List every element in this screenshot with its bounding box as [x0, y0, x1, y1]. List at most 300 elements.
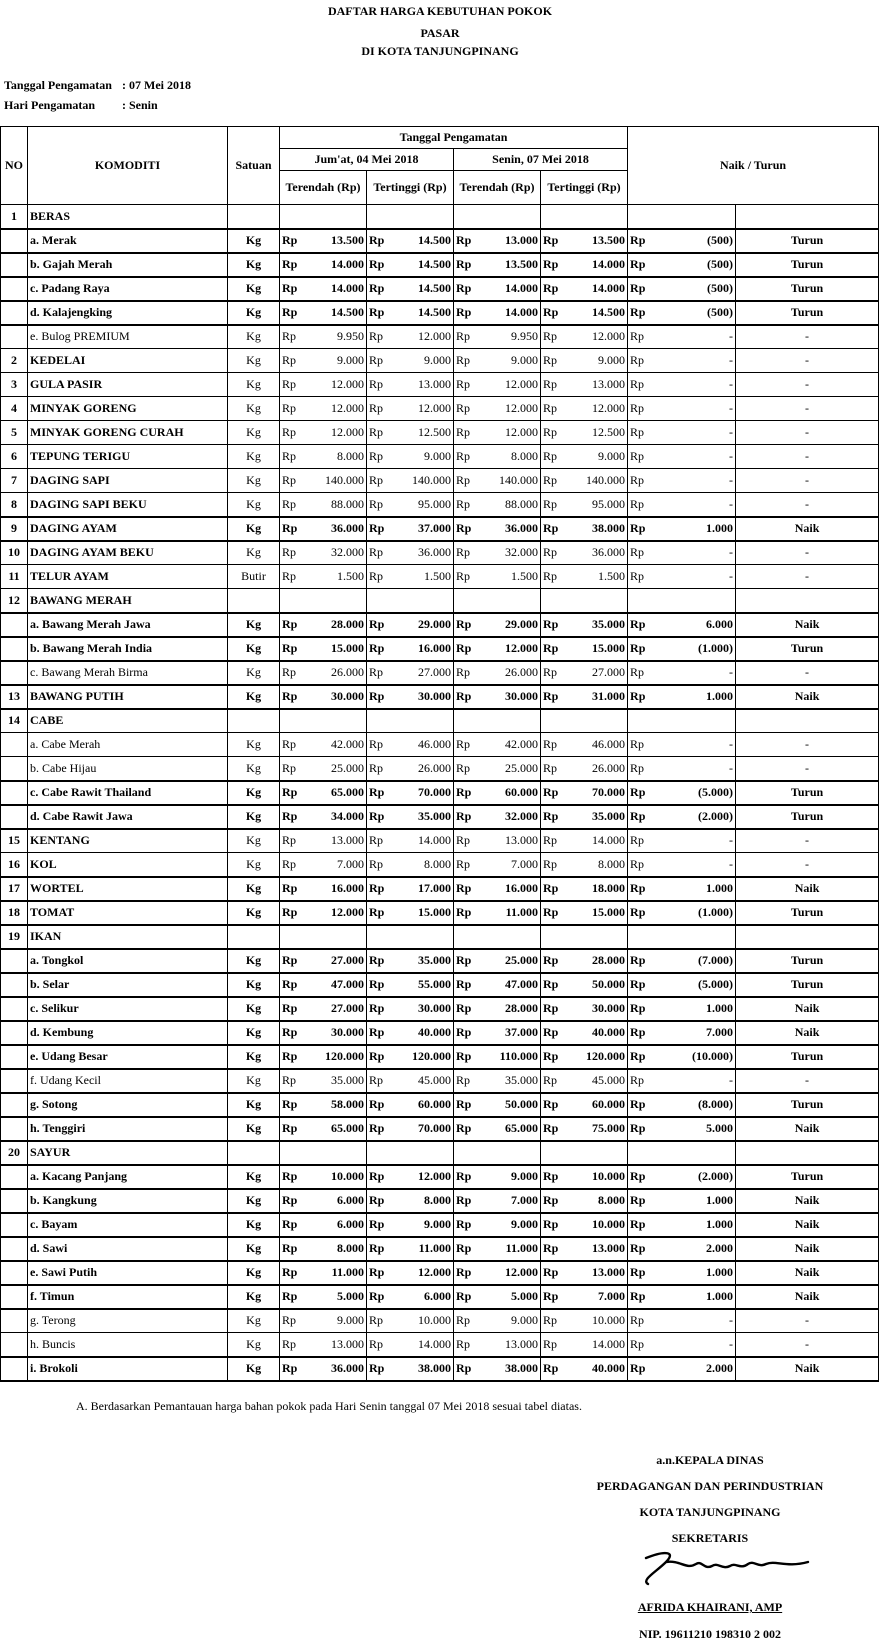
cell-currency: Rp [367, 1237, 391, 1261]
cell-currency: Rp [541, 349, 565, 373]
cell-difference: - [652, 469, 736, 493]
cell-satuan: Kg [228, 1357, 280, 1381]
cell-currency: Rp [628, 541, 652, 565]
cell-currency: Rp [280, 349, 304, 373]
cell-currency: Rp [454, 877, 478, 901]
cell-currency: Rp [367, 301, 391, 325]
cell-currency: Rp [367, 1069, 391, 1093]
cell-currency: Rp [280, 733, 304, 757]
cell-currency: Rp [454, 349, 478, 373]
cell-komoditi: a. Tongkol [28, 949, 228, 973]
cell-price: 10.000 [565, 1213, 628, 1237]
table-row [1, 1213, 879, 1237]
cell-price: 26.000 [304, 661, 367, 685]
cell-currency: Rp [367, 1093, 391, 1117]
cell-satuan: Kg [228, 1093, 280, 1117]
cell-currency: Rp [454, 805, 478, 829]
cell-komoditi: DAGING AYAM BEKU [28, 541, 228, 565]
cell-price: 42.000 [304, 733, 367, 757]
cell-currency: Rp [628, 949, 652, 973]
cell-currency: Rp [280, 877, 304, 901]
cell-currency: Rp [454, 661, 478, 685]
cell-naik-turun: - [736, 421, 879, 445]
cell-satuan: Kg [228, 1261, 280, 1285]
table-row [1, 925, 879, 949]
signatory-nip: NIP. 19611210 198310 2 002 [639, 1627, 781, 1641]
cell-currency: Rp [541, 829, 565, 853]
cell-naik-turun: Naik [736, 1213, 879, 1237]
cell-currency [454, 1141, 478, 1165]
header-satuan: Satuan [228, 127, 280, 205]
cell-komoditi: b. Kangkung [28, 1189, 228, 1213]
cell-currency: Rp [628, 637, 652, 661]
cell-difference: 1.000 [652, 997, 736, 1021]
cell-price: 120.000 [565, 1045, 628, 1069]
cell-difference: (1.000) [652, 901, 736, 925]
cell-difference: - [652, 397, 736, 421]
cell-difference: - [652, 1069, 736, 1093]
cell-currency: Rp [628, 901, 652, 925]
cell-no: 5 [1, 421, 28, 445]
cell-satuan: Kg [228, 781, 280, 805]
cell-satuan: Kg [228, 1213, 280, 1237]
cell-currency [454, 205, 478, 229]
cell-currency: Rp [454, 1285, 478, 1309]
header-komoditi: KOMODITI [28, 127, 228, 205]
cell-difference: 7.000 [652, 1021, 736, 1045]
cell-price [565, 925, 628, 949]
cell-price: 7.000 [565, 1285, 628, 1309]
table-body [1, 205, 879, 1381]
cell-price: 8.000 [478, 445, 541, 469]
cell-price: 30.000 [391, 685, 454, 709]
cell-difference: - [652, 493, 736, 517]
cell-satuan [228, 709, 280, 733]
cell-currency: Rp [280, 229, 304, 253]
cell-price: 9.000 [391, 1213, 454, 1237]
cell-currency: Rp [280, 1117, 304, 1141]
cell-currency: Rp [454, 1045, 478, 1069]
cell-currency: Rp [454, 325, 478, 349]
cell-currency: Rp [541, 661, 565, 685]
cell-price: 14.000 [478, 301, 541, 325]
cell-currency: Rp [628, 301, 652, 325]
cell-difference: (8.000) [652, 1093, 736, 1117]
cell-currency: Rp [628, 1333, 652, 1357]
cell-komoditi: KOL [28, 853, 228, 877]
hari-label: Hari Pengamatan [4, 98, 95, 112]
cell-difference: - [652, 757, 736, 781]
cell-komoditi: d. Kembung [28, 1021, 228, 1045]
cell-no [1, 253, 28, 277]
cell-no [1, 1237, 28, 1261]
cell-price: 30.000 [478, 685, 541, 709]
cell-satuan: Kg [228, 229, 280, 253]
cell-currency: Rp [367, 733, 391, 757]
cell-komoditi: CABE [28, 709, 228, 733]
cell-price: 6.000 [304, 1189, 367, 1213]
cell-currency: Rp [628, 1093, 652, 1117]
cell-difference: 2.000 [652, 1357, 736, 1381]
cell-price: 37.000 [391, 517, 454, 541]
cell-currency [454, 925, 478, 949]
cell-price: 1.500 [565, 565, 628, 589]
price-table [0, 126, 879, 1382]
cell-price: 12.000 [478, 421, 541, 445]
cell-currency: Rp [628, 1261, 652, 1285]
header-tertinggi-2: Tertinggi (Rp) [541, 171, 628, 205]
cell-price: 37.000 [478, 1021, 541, 1045]
cell-komoditi: IKAN [28, 925, 228, 949]
cell-currency: Rp [541, 853, 565, 877]
cell-currency: Rp [280, 781, 304, 805]
cell-price: 1.500 [478, 565, 541, 589]
cell-currency: Rp [454, 757, 478, 781]
table-row [1, 661, 879, 685]
cell-price: 70.000 [565, 781, 628, 805]
cell-currency: Rp [280, 421, 304, 445]
cell-currency [541, 925, 565, 949]
cell-currency: Rp [454, 1237, 478, 1261]
cell-currency: Rp [280, 1237, 304, 1261]
cell-naik-turun: - [736, 829, 879, 853]
header-naik-turun: Naik / Turun [628, 127, 879, 205]
cell-price: 12.000 [478, 1261, 541, 1285]
header-tanggal-pengamatan: Tanggal Pengamatan [280, 127, 628, 149]
cell-difference: - [652, 1309, 736, 1333]
table-row [1, 589, 879, 613]
cell-currency: Rp [367, 853, 391, 877]
cell-price: 6.000 [391, 1285, 454, 1309]
header-terendah-1: Terendah (Rp) [280, 171, 367, 205]
cell-naik-turun: Naik [736, 1285, 879, 1309]
cell-satuan: Kg [228, 1045, 280, 1069]
table-row [1, 1189, 879, 1213]
cell-price: 110.000 [478, 1045, 541, 1069]
cell-price: 29.000 [478, 613, 541, 637]
cell-komoditi: d. Sawi [28, 1237, 228, 1261]
cell-difference: 1.000 [652, 877, 736, 901]
cell-currency: Rp [454, 301, 478, 325]
cell-komoditi: c. Padang Raya [28, 277, 228, 301]
cell-price: 8.000 [391, 853, 454, 877]
cell-currency: Rp [454, 1069, 478, 1093]
cell-price: 10.000 [565, 1309, 628, 1333]
cell-satuan: Kg [228, 973, 280, 997]
cell-currency: Rp [454, 973, 478, 997]
cell-naik-turun [736, 925, 879, 949]
table-row [1, 637, 879, 661]
table-row [1, 901, 879, 925]
cell-currency: Rp [367, 1021, 391, 1045]
cell-naik-turun: Naik [736, 517, 879, 541]
cell-naik-turun: - [736, 325, 879, 349]
cell-price: 45.000 [565, 1069, 628, 1093]
cell-currency: Rp [280, 301, 304, 325]
cell-currency [628, 925, 652, 949]
cell-komoditi: d. Kalajengking [28, 301, 228, 325]
cell-price: 35.000 [565, 613, 628, 637]
cell-satuan: Kg [228, 949, 280, 973]
cell-naik-turun: Naik [736, 877, 879, 901]
cell-currency: Rp [367, 901, 391, 925]
cell-komoditi: GULA PASIR [28, 373, 228, 397]
cell-naik-turun: - [736, 541, 879, 565]
cell-naik-turun: - [736, 397, 879, 421]
cell-satuan: Kg [228, 685, 280, 709]
cell-currency: Rp [280, 373, 304, 397]
cell-naik-turun: Turun [736, 301, 879, 325]
cell-price: 27.000 [565, 661, 628, 685]
cell-currency: Rp [454, 901, 478, 925]
cell-satuan: Kg [228, 613, 280, 637]
cell-no: 18 [1, 901, 28, 925]
cell-currency: Rp [367, 1285, 391, 1309]
cell-price: 27.000 [391, 661, 454, 685]
cell-currency: Rp [628, 1237, 652, 1261]
cell-satuan: Kg [228, 1117, 280, 1141]
cell-difference [652, 589, 736, 613]
cell-naik-turun: Naik [736, 1261, 879, 1285]
cell-currency: Rp [367, 373, 391, 397]
cell-currency: Rp [628, 1213, 652, 1237]
cell-currency: Rp [280, 1189, 304, 1213]
cell-price [565, 589, 628, 613]
cell-currency [541, 1141, 565, 1165]
cell-currency: Rp [367, 973, 391, 997]
table-row [1, 1141, 879, 1165]
cell-no: 13 [1, 685, 28, 709]
table-row [1, 853, 879, 877]
cell-price: 12.000 [304, 373, 367, 397]
cell-currency: Rp [541, 1165, 565, 1189]
cell-satuan: Kg [228, 469, 280, 493]
cell-price: 75.000 [565, 1117, 628, 1141]
cell-price: 14.000 [565, 253, 628, 277]
cell-currency: Rp [367, 229, 391, 253]
cell-no [1, 1357, 28, 1381]
cell-naik-turun: Naik [736, 1021, 879, 1045]
cell-price: 40.000 [391, 1021, 454, 1045]
cell-currency: Rp [628, 469, 652, 493]
cell-price: 40.000 [565, 1357, 628, 1381]
cell-price: 15.000 [304, 637, 367, 661]
cell-price [304, 589, 367, 613]
cell-currency [541, 205, 565, 229]
cell-currency [628, 709, 652, 733]
cell-difference: - [652, 829, 736, 853]
cell-price [478, 925, 541, 949]
cell-difference: (2.000) [652, 805, 736, 829]
cell-price: 60.000 [391, 1093, 454, 1117]
cell-currency: Rp [628, 997, 652, 1021]
cell-currency: Rp [541, 1285, 565, 1309]
cell-komoditi: KEDELAI [28, 349, 228, 373]
cell-currency: Rp [628, 349, 652, 373]
hari-pengamatan [4, 98, 158, 113]
cell-komoditi: DAGING AYAM [28, 517, 228, 541]
cell-currency: Rp [367, 805, 391, 829]
cell-no: 16 [1, 853, 28, 877]
cell-currency: Rp [280, 1309, 304, 1333]
table-row [1, 1069, 879, 1093]
cell-price: 31.000 [565, 685, 628, 709]
cell-currency: Rp [367, 1165, 391, 1189]
cell-currency: Rp [628, 253, 652, 277]
cell-price: 29.000 [391, 613, 454, 637]
cell-currency: Rp [280, 1357, 304, 1381]
cell-price: 16.000 [478, 877, 541, 901]
footnote: A. Berdasarkan Pemantauan harga bahan pokok pada Hari Senin tanggal 07 Mei 2018 sesuai tabel diatas. [76, 1399, 582, 1413]
cell-satuan: Kg [228, 1237, 280, 1261]
cell-currency: Rp [280, 397, 304, 421]
cell-price: 35.000 [391, 949, 454, 973]
cell-currency: Rp [454, 493, 478, 517]
cell-satuan: Kg [228, 1333, 280, 1357]
cell-currency: Rp [541, 1021, 565, 1045]
cell-satuan: Kg [228, 733, 280, 757]
cell-price: 18.000 [565, 877, 628, 901]
cell-price: 13.000 [478, 1333, 541, 1357]
cell-currency: Rp [541, 949, 565, 973]
cell-currency: Rp [541, 637, 565, 661]
cell-currency: Rp [454, 613, 478, 637]
table-row [1, 877, 879, 901]
cell-currency: Rp [454, 1117, 478, 1141]
table-row [1, 253, 879, 277]
cell-price: 26.000 [391, 757, 454, 781]
signature-line-4: SEKRETARIS [671, 1531, 749, 1545]
cell-price: 12.000 [565, 397, 628, 421]
cell-naik-turun: - [736, 1069, 879, 1093]
cell-currency: Rp [541, 517, 565, 541]
cell-currency [367, 1141, 391, 1165]
cell-currency: Rp [628, 613, 652, 637]
cell-currency: Rp [541, 1045, 565, 1069]
cell-no [1, 1069, 28, 1093]
cell-price: 26.000 [478, 661, 541, 685]
cell-currency: Rp [454, 1189, 478, 1213]
cell-currency: Rp [367, 637, 391, 661]
cell-currency [628, 205, 652, 229]
cell-currency: Rp [280, 493, 304, 517]
cell-difference: - [652, 421, 736, 445]
cell-naik-turun: - [736, 853, 879, 877]
cell-price: 12.000 [478, 397, 541, 421]
cell-price: 13.000 [304, 1333, 367, 1357]
cell-price: 12.500 [565, 421, 628, 445]
cell-no [1, 1045, 28, 1069]
cell-price: 65.000 [304, 1117, 367, 1141]
cell-currency: Rp [541, 253, 565, 277]
cell-currency: Rp [280, 445, 304, 469]
cell-price: 34.000 [304, 805, 367, 829]
tanggal-value: : 07 Mei 2018 [122, 78, 191, 92]
cell-currency: Rp [628, 661, 652, 685]
cell-no [1, 1261, 28, 1285]
cell-naik-turun: - [736, 445, 879, 469]
cell-no [1, 1117, 28, 1141]
cell-currency: Rp [454, 1261, 478, 1285]
cell-no [1, 1309, 28, 1333]
cell-price: 9.950 [304, 325, 367, 349]
cell-currency [280, 1141, 304, 1165]
header-tertinggi-1: Tertinggi (Rp) [367, 171, 454, 205]
header-day-1: Jum'at, 04 Mei 2018 [280, 149, 454, 171]
cell-difference: 1.000 [652, 517, 736, 541]
table-row [1, 613, 879, 637]
cell-currency: Rp [367, 949, 391, 973]
cell-price: 32.000 [478, 541, 541, 565]
cell-no [1, 277, 28, 301]
cell-currency: Rp [367, 541, 391, 565]
table-row [1, 493, 879, 517]
cell-difference [652, 925, 736, 949]
cell-naik-turun: Turun [736, 637, 879, 661]
cell-currency: Rp [628, 1021, 652, 1045]
cell-naik-turun: - [736, 733, 879, 757]
cell-currency [280, 589, 304, 613]
cell-price: 8.000 [304, 445, 367, 469]
cell-price: 46.000 [565, 733, 628, 757]
cell-naik-turun: Turun [736, 973, 879, 997]
cell-price: 14.000 [565, 277, 628, 301]
cell-naik-turun: Naik [736, 997, 879, 1021]
cell-currency [367, 205, 391, 229]
cell-currency: Rp [367, 877, 391, 901]
cell-no: 15 [1, 829, 28, 853]
cell-satuan: Kg [228, 1285, 280, 1309]
cell-price: 7.000 [478, 853, 541, 877]
cell-price: 9.950 [478, 325, 541, 349]
cell-currency: Rp [454, 517, 478, 541]
cell-currency: Rp [628, 565, 652, 589]
cell-no: 14 [1, 709, 28, 733]
cell-price: 13.000 [478, 229, 541, 253]
table-row [1, 229, 879, 253]
cell-no: 12 [1, 589, 28, 613]
cell-currency: Rp [367, 685, 391, 709]
cell-currency: Rp [280, 613, 304, 637]
cell-currency: Rp [367, 1261, 391, 1285]
hari-value: : Senin [122, 98, 158, 112]
cell-currency: Rp [454, 1021, 478, 1045]
cell-no [1, 325, 28, 349]
cell-currency: Rp [454, 469, 478, 493]
cell-naik-turun: Naik [736, 1237, 879, 1261]
cell-currency: Rp [367, 325, 391, 349]
cell-komoditi: b. Selar [28, 973, 228, 997]
table-row [1, 709, 879, 733]
cell-currency: Rp [541, 1189, 565, 1213]
tanggal-pengamatan [4, 78, 191, 93]
cell-currency: Rp [541, 1333, 565, 1357]
cell-komoditi: h. Buncis [28, 1333, 228, 1357]
cell-naik-turun: Turun [736, 1093, 879, 1117]
cell-naik-turun: Naik [736, 1189, 879, 1213]
cell-no [1, 973, 28, 997]
cell-currency: Rp [628, 1069, 652, 1093]
cell-difference: - [652, 373, 736, 397]
cell-price: 28.000 [478, 997, 541, 1021]
table-row [1, 685, 879, 709]
cell-currency: Rp [454, 1213, 478, 1237]
cell-price: 32.000 [478, 805, 541, 829]
cell-naik-turun: Turun [736, 1045, 879, 1069]
cell-price: 9.000 [478, 1309, 541, 1333]
cell-difference [652, 205, 736, 229]
cell-currency: Rp [541, 805, 565, 829]
